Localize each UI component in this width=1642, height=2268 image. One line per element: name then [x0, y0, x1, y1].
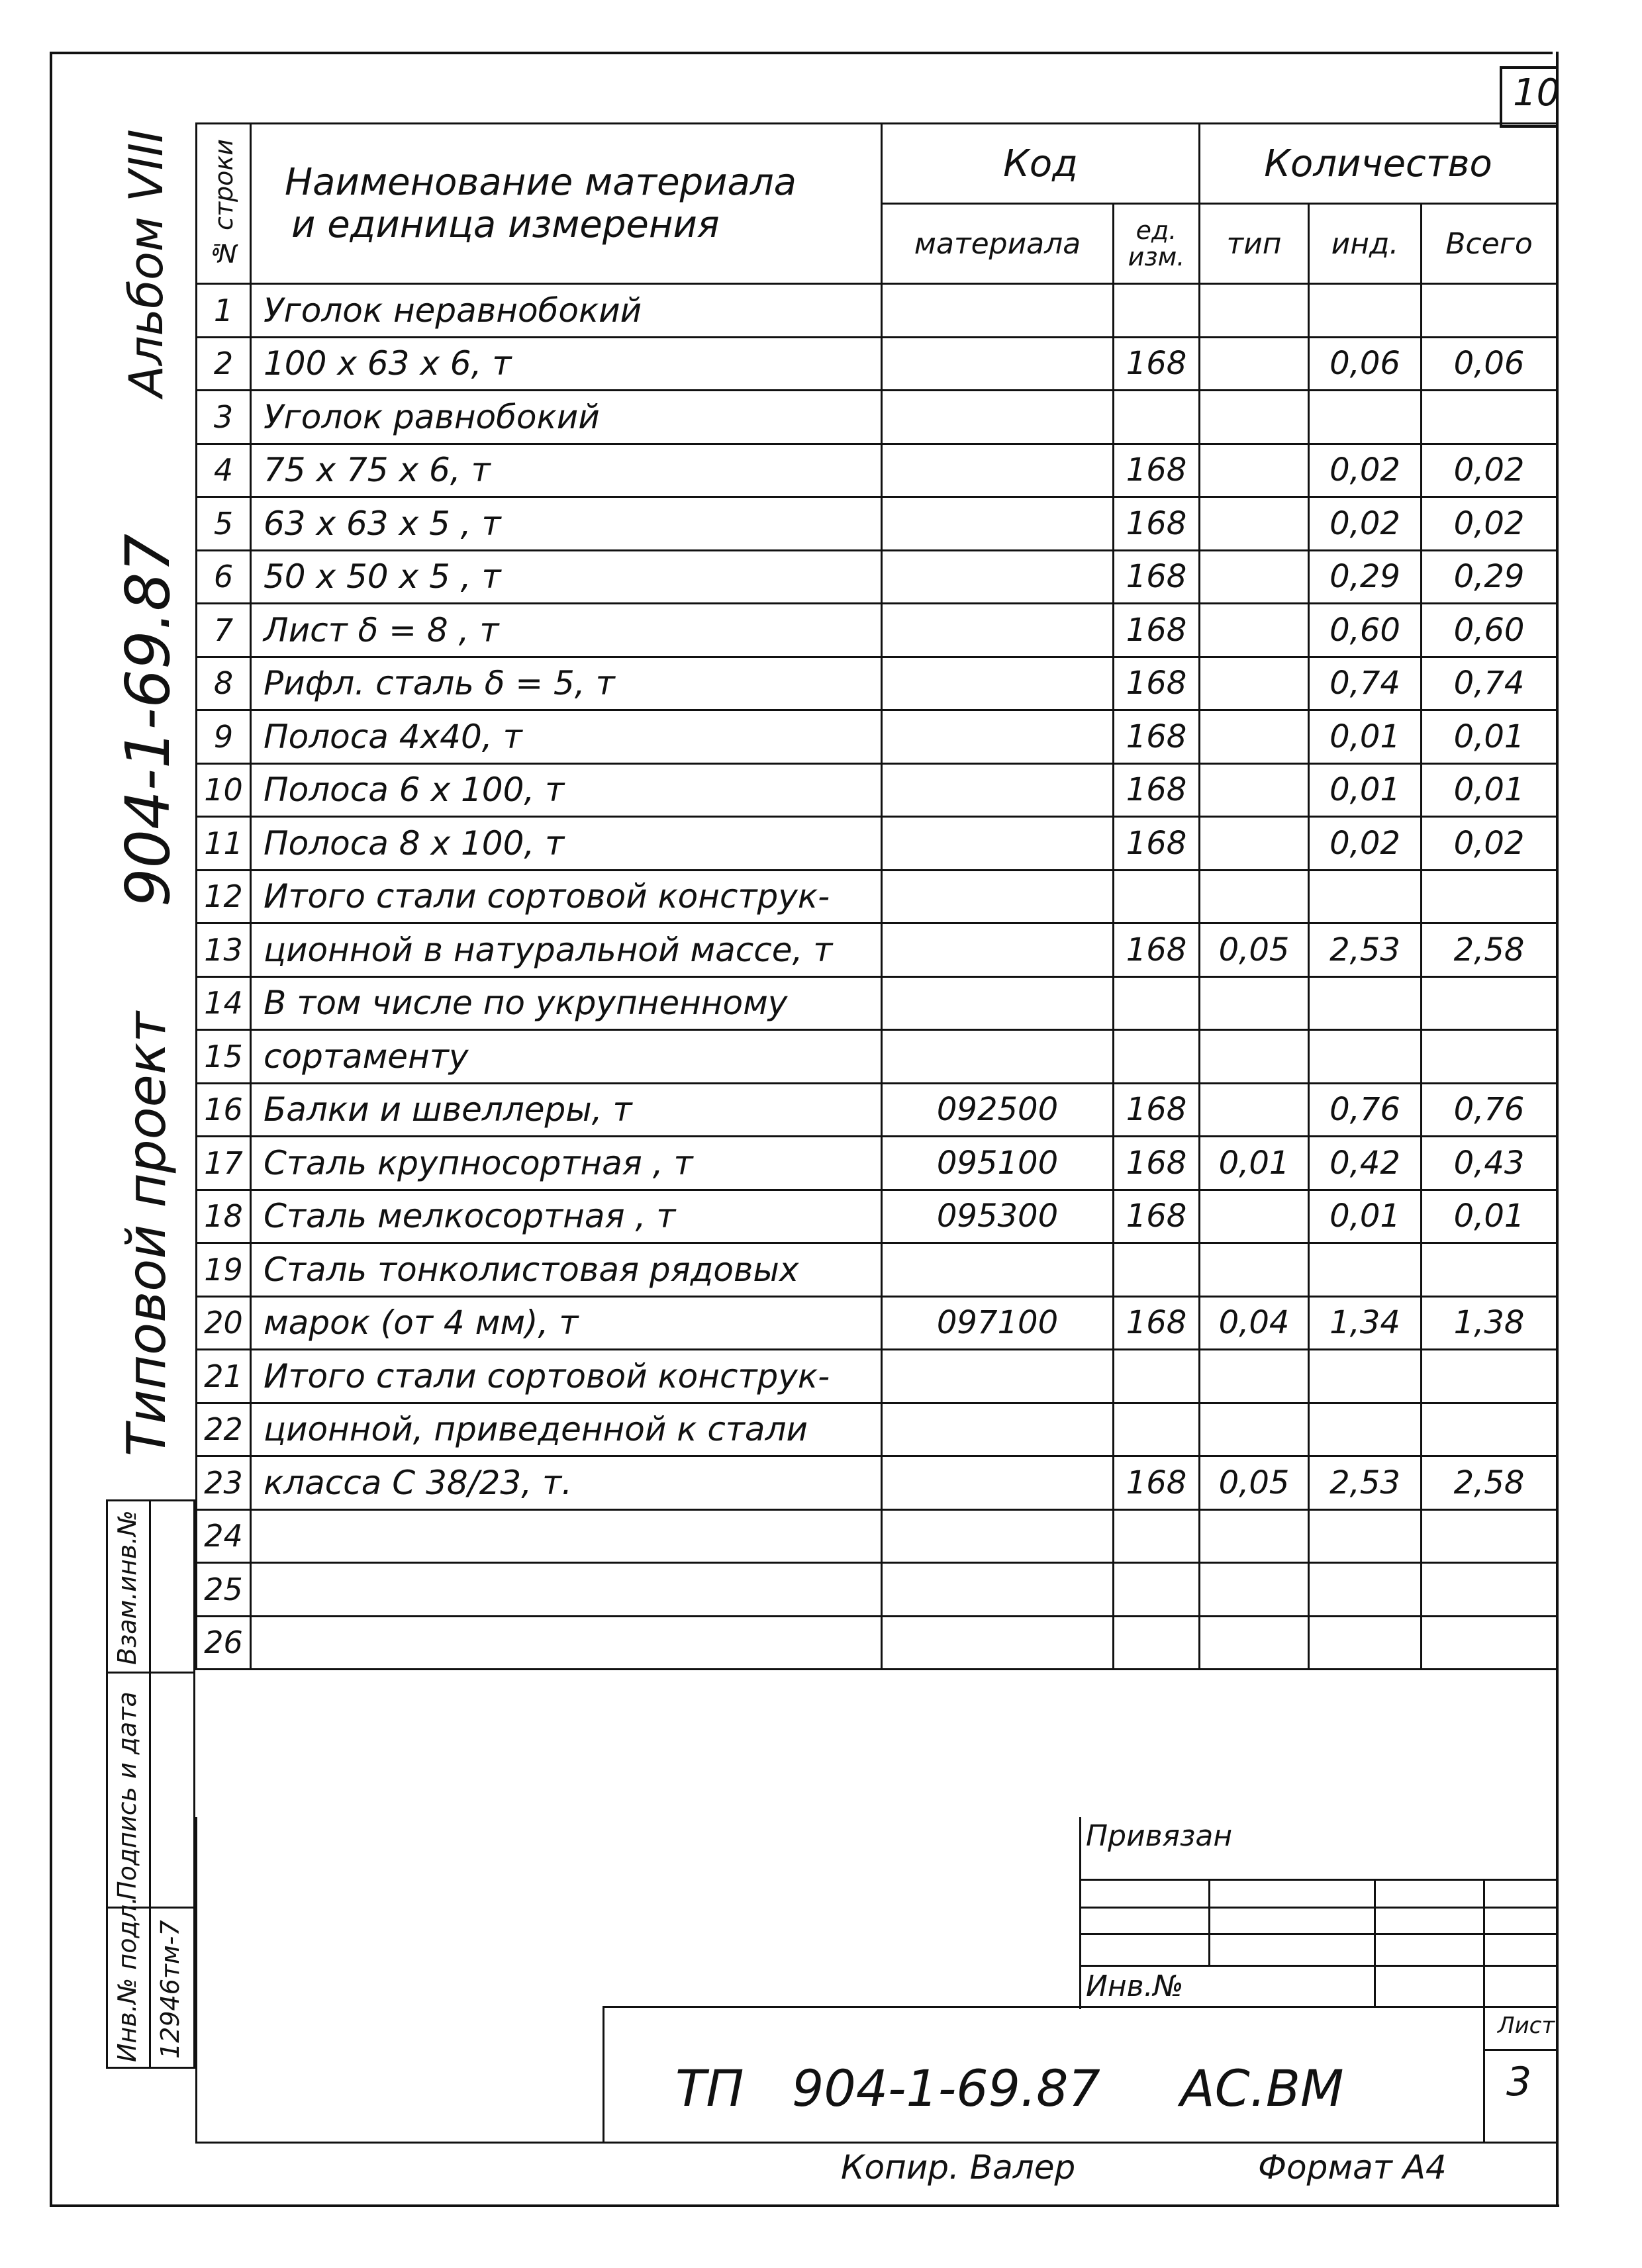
qty-ind: [1309, 1509, 1422, 1563]
qty-tip: [1200, 817, 1309, 871]
material-code: [882, 337, 1114, 391]
qty-ind: [1309, 870, 1422, 923]
qty-total: 0,06: [1422, 337, 1557, 391]
table-header-row-1: [197, 124, 1557, 204]
material-name: [251, 1509, 882, 1563]
unit-code: [1114, 870, 1200, 923]
table-row: [197, 1616, 1557, 1670]
material-name: Сталь мелкосортная , т: [251, 1190, 882, 1243]
col-header-unit: ед. изм.: [1114, 204, 1200, 284]
table-row: [197, 1563, 1557, 1617]
material-code: [882, 976, 1114, 1030]
material-name: Полоса 4х40, т: [251, 710, 882, 764]
row-number: 10: [197, 763, 251, 817]
qty-tip: [1200, 550, 1309, 604]
material-name: Балки и швеллеры, т: [251, 1083, 882, 1137]
inv-no-label: Инв.№: [1086, 1969, 1184, 2003]
qty-total: 2,58: [1422, 923, 1557, 977]
table-row: [197, 1243, 1557, 1297]
qty-total: [1422, 1030, 1557, 1084]
table-row: [197, 657, 1557, 710]
row-number: 26: [197, 1616, 251, 1670]
unit-code: [1114, 976, 1200, 1030]
project-code-vertical: 904-1-69.87: [113, 534, 183, 907]
col-group-code: Код: [882, 124, 1200, 204]
material-code: [882, 1509, 1114, 1563]
unit-code: 168: [1114, 337, 1200, 391]
material-code: [882, 1616, 1114, 1670]
table-row: [197, 923, 1557, 977]
col-header-material-code: материала: [882, 204, 1114, 284]
qty-ind: 0,60: [1309, 604, 1422, 657]
qty-ind: [1309, 1243, 1422, 1297]
qty-total: 0,60: [1422, 604, 1557, 657]
material-name: Итого стали сортовой конструк-: [251, 870, 882, 923]
unit-code: [1114, 1350, 1200, 1403]
row-number: 14: [197, 976, 251, 1030]
col-header-name: Наименование материала и единица измерения: [251, 124, 882, 284]
unit-code: 168: [1114, 657, 1200, 710]
row-number: 9: [197, 710, 251, 764]
qty-tip: [1200, 1190, 1309, 1243]
material-code: [882, 1350, 1114, 1403]
material-name: 50 х 50 х 5 , т: [251, 550, 882, 604]
inv-podl-value: 12946тм-7: [156, 1920, 185, 2059]
row-number: 18: [197, 1190, 251, 1243]
material-name: 100 х 63 х 6, т: [251, 337, 882, 391]
qty-total: [1422, 1403, 1557, 1456]
row-number: 22: [197, 1403, 251, 1456]
qty-ind: [1309, 976, 1422, 1030]
row-number: 6: [197, 550, 251, 604]
material-code: [882, 1243, 1114, 1297]
qty-ind: [1309, 1403, 1422, 1456]
frame-left: [50, 52, 52, 2206]
material-code: [882, 1456, 1114, 1510]
qty-ind: [1309, 1350, 1422, 1403]
table-row: [197, 710, 1557, 764]
qty-total: 0,29: [1422, 550, 1557, 604]
row-number: 23: [197, 1456, 251, 1510]
privyazan-label: Привязан: [1086, 1819, 1233, 1853]
table-row: [197, 976, 1557, 1030]
qty-total: 0,01: [1422, 763, 1557, 817]
table-row: [197, 817, 1557, 871]
corner-sheet-number: 10: [1513, 71, 1561, 115]
qty-total: [1422, 284, 1557, 338]
table-row: [197, 870, 1557, 923]
material-code: [882, 444, 1114, 497]
material-code: [882, 1403, 1114, 1456]
material-name: Рифл. сталь δ = 5, т: [251, 657, 882, 710]
unit-code: 168: [1114, 710, 1200, 764]
project-type-vertical: Типовой проект: [116, 1012, 177, 1456]
qty-total: [1422, 1243, 1557, 1297]
privyazan-v3: [1483, 1879, 1485, 2006]
qty-tip: [1200, 1403, 1309, 1456]
qty-tip: [1200, 763, 1309, 817]
qty-tip: 0,04: [1200, 1296, 1309, 1350]
row-number: 13: [197, 923, 251, 977]
material-code: [882, 391, 1114, 444]
material-code: [882, 710, 1114, 764]
row-number: 21: [197, 1350, 251, 1403]
table-row: [197, 763, 1557, 817]
designation-text: ТП 904-1-69.87 АС.ВМ: [675, 2059, 1344, 2118]
row-number: 11: [197, 817, 251, 871]
row-number: 25: [197, 1563, 251, 1617]
col-header-tip: тип: [1200, 204, 1309, 284]
qty-total: 0,43: [1422, 1137, 1557, 1190]
sheet-number: 3: [1506, 2059, 1532, 2105]
qty-ind: 0,42: [1309, 1137, 1422, 1190]
material-code: [882, 1030, 1114, 1084]
qty-tip: 0,05: [1200, 923, 1309, 977]
material-name: Уголок неравнобокий: [251, 284, 882, 338]
material-code: 095300: [882, 1190, 1114, 1243]
unit-code: [1114, 1563, 1200, 1617]
unit-code: [1114, 1030, 1200, 1084]
qty-tip: [1200, 497, 1309, 551]
qty-tip: [1200, 1616, 1309, 1670]
qty-total: [1422, 870, 1557, 923]
qty-tip: [1200, 444, 1309, 497]
row-number: 1: [197, 284, 251, 338]
qty-ind: 0,06: [1309, 337, 1422, 391]
qty-ind: [1309, 284, 1422, 338]
qty-tip: [1200, 710, 1309, 764]
qty-total: [1422, 1509, 1557, 1563]
row-number: 24: [197, 1509, 251, 1563]
qty-tip: [1200, 604, 1309, 657]
table-row: [197, 550, 1557, 604]
row-number: 5: [197, 497, 251, 551]
material-name: Лист δ = 8 , т: [251, 604, 882, 657]
material-name: 63 х 63 х 5 , т: [251, 497, 882, 551]
qty-tip: [1200, 1030, 1309, 1084]
table-row: [197, 1509, 1557, 1563]
col-header-total: Всего: [1422, 204, 1557, 284]
qty-total: [1422, 976, 1557, 1030]
material-name: Полоса 8 х 100, т: [251, 817, 882, 871]
material-code: [882, 817, 1114, 871]
qty-total: 0,02: [1422, 817, 1557, 871]
unit-code: 168: [1114, 604, 1200, 657]
privyazan-v1: [1208, 1879, 1210, 1965]
material-name: Уголок равнобокий: [251, 391, 882, 444]
unit-code: 168: [1114, 1296, 1200, 1350]
unit-code: [1114, 1616, 1200, 1670]
qty-tip: [1200, 1350, 1309, 1403]
row-number: 4: [197, 444, 251, 497]
qty-tip: [1200, 976, 1309, 1030]
unit-code: 168: [1114, 817, 1200, 871]
qty-ind: 0,29: [1309, 550, 1422, 604]
qty-total: 0,01: [1422, 710, 1557, 764]
album-label: Альбом VIII: [119, 129, 173, 397]
material-name: Итого стали сортовой конструк-: [251, 1350, 882, 1403]
unit-code: [1114, 1243, 1200, 1297]
sheet-label: Лист: [1498, 2012, 1555, 2039]
qty-tip: [1200, 1563, 1309, 1617]
col-header-ind: инд.: [1309, 204, 1422, 284]
unit-code: [1114, 1403, 1200, 1456]
material-code: [882, 550, 1114, 604]
qty-tip: [1200, 1083, 1309, 1137]
side-stamp-split: [149, 1499, 151, 2069]
row-number: 2: [197, 337, 251, 391]
qty-ind: [1309, 1563, 1422, 1617]
footer-format: Формат А4: [1258, 2148, 1447, 2187]
qty-tip: 0,05: [1200, 1456, 1309, 1510]
material-code: [882, 1563, 1114, 1617]
unit-code: 168: [1114, 923, 1200, 977]
table-row: [197, 1030, 1557, 1084]
qty-ind: 2,53: [1309, 1456, 1422, 1510]
material-name: марок (от 4 мм), т: [251, 1296, 882, 1350]
qty-ind: [1309, 1030, 1422, 1084]
material-code: 097100: [882, 1296, 1114, 1350]
row-number: 19: [197, 1243, 251, 1297]
qty-tip: 0,01: [1200, 1137, 1309, 1190]
table-row: [197, 1083, 1557, 1137]
material-code: [882, 497, 1114, 551]
qty-tip: [1200, 337, 1309, 391]
qty-total: 0,02: [1422, 497, 1557, 551]
row-number: 20: [197, 1296, 251, 1350]
material-name: ционной, приведенной к стали: [251, 1403, 882, 1456]
table-row: [197, 604, 1557, 657]
unit-code: [1114, 391, 1200, 444]
frame-bottom: [50, 2204, 1559, 2207]
qty-total: 1,38: [1422, 1296, 1557, 1350]
qty-total: 0,74: [1422, 657, 1557, 710]
table-row: [197, 497, 1557, 551]
qty-ind: 0,74: [1309, 657, 1422, 710]
unit-code: 168: [1114, 1137, 1200, 1190]
unit-code: 168: [1114, 763, 1200, 817]
qty-tip: [1200, 870, 1309, 923]
qty-tip: [1200, 657, 1309, 710]
material-code: [882, 923, 1114, 977]
material-code: [882, 763, 1114, 817]
material-code: [882, 657, 1114, 710]
qty-total: 0,02: [1422, 444, 1557, 497]
material-code: [882, 870, 1114, 923]
footer-kopiroval: Копир. Валер: [841, 2148, 1076, 2187]
table-row: [197, 391, 1557, 444]
qty-total: [1422, 1350, 1557, 1403]
unit-code: [1114, 284, 1200, 338]
privyazan-v2: [1374, 1879, 1376, 2006]
qty-tip: [1200, 391, 1309, 444]
unit-code: 168: [1114, 1456, 1200, 1510]
unit-code: 168: [1114, 550, 1200, 604]
qty-ind: 0,01: [1309, 1190, 1422, 1243]
qty-tip: [1200, 1243, 1309, 1297]
unit-code: 168: [1114, 1083, 1200, 1137]
sign-date-label: Подпись и дата: [113, 1691, 142, 1900]
table-row: [197, 1403, 1557, 1456]
qty-total: [1422, 391, 1557, 444]
table-row: [197, 444, 1557, 497]
row-number: 8: [197, 657, 251, 710]
table-row: [197, 1190, 1557, 1243]
material-code: 092500: [882, 1083, 1114, 1137]
qty-tip: [1200, 1509, 1309, 1563]
col-header-row-number: № строки: [197, 124, 251, 284]
table-row: [197, 337, 1557, 391]
qty-total: 0,76: [1422, 1083, 1557, 1137]
material-code: 095100: [882, 1137, 1114, 1190]
table-row: [197, 284, 1557, 338]
material-name: Сталь тонколистовая рядовых: [251, 1243, 882, 1297]
table-row: [197, 1456, 1557, 1510]
row-number: 15: [197, 1030, 251, 1084]
qty-ind: 1,34: [1309, 1296, 1422, 1350]
material-name: ционной в натуральной массе, т: [251, 923, 882, 977]
inv-zam-label: Взам.инв.№: [113, 1510, 142, 1665]
qty-ind: 0,02: [1309, 817, 1422, 871]
frame-top: [50, 52, 1553, 54]
material-name: Полоса 6 х 100, т: [251, 763, 882, 817]
inv-podl-label: Инв.№ подл.: [113, 1896, 142, 2062]
unit-code: 168: [1114, 1190, 1200, 1243]
row-number: 17: [197, 1137, 251, 1190]
unit-code: [1114, 1509, 1200, 1563]
col-group-quantity: Количество: [1200, 124, 1557, 204]
row-number: 12: [197, 870, 251, 923]
material-name: сортаменту: [251, 1030, 882, 1084]
material-name: класса С 38/23, т.: [251, 1456, 882, 1510]
qty-ind: 0,02: [1309, 444, 1422, 497]
table-row: [197, 1350, 1557, 1403]
material-name: [251, 1563, 882, 1617]
material-name: [251, 1616, 882, 1670]
qty-ind: 0,02: [1309, 497, 1422, 551]
material-name: 75 х 75 х 6, т: [251, 444, 882, 497]
row-number: 16: [197, 1083, 251, 1137]
material-name: Сталь крупносортная , т: [251, 1137, 882, 1190]
table-row: [197, 1296, 1557, 1350]
qty-ind: 0,76: [1309, 1083, 1422, 1137]
unit-code: 168: [1114, 497, 1200, 551]
qty-total: [1422, 1563, 1557, 1617]
qty-tip: [1200, 284, 1309, 338]
table-row: [197, 1137, 1557, 1190]
materials-table: [195, 122, 1558, 1670]
qty-ind: 0,01: [1309, 763, 1422, 817]
material-code: [882, 604, 1114, 657]
row-number: 7: [197, 604, 251, 657]
qty-ind: 2,53: [1309, 923, 1422, 977]
sheet-number-divider: [1483, 2049, 1556, 2051]
qty-total: [1422, 1616, 1557, 1670]
qty-ind: [1309, 1616, 1422, 1670]
side-stamp-h1: [106, 1672, 195, 1674]
qty-ind: [1309, 391, 1422, 444]
qty-ind: 0,01: [1309, 710, 1422, 764]
row-number: 3: [197, 391, 251, 444]
material-code: [882, 284, 1114, 338]
qty-total: 2,58: [1422, 1456, 1557, 1510]
qty-total: 0,01: [1422, 1190, 1557, 1243]
unit-code: 168: [1114, 444, 1200, 497]
material-name: В том числе по укрупненному: [251, 976, 882, 1030]
